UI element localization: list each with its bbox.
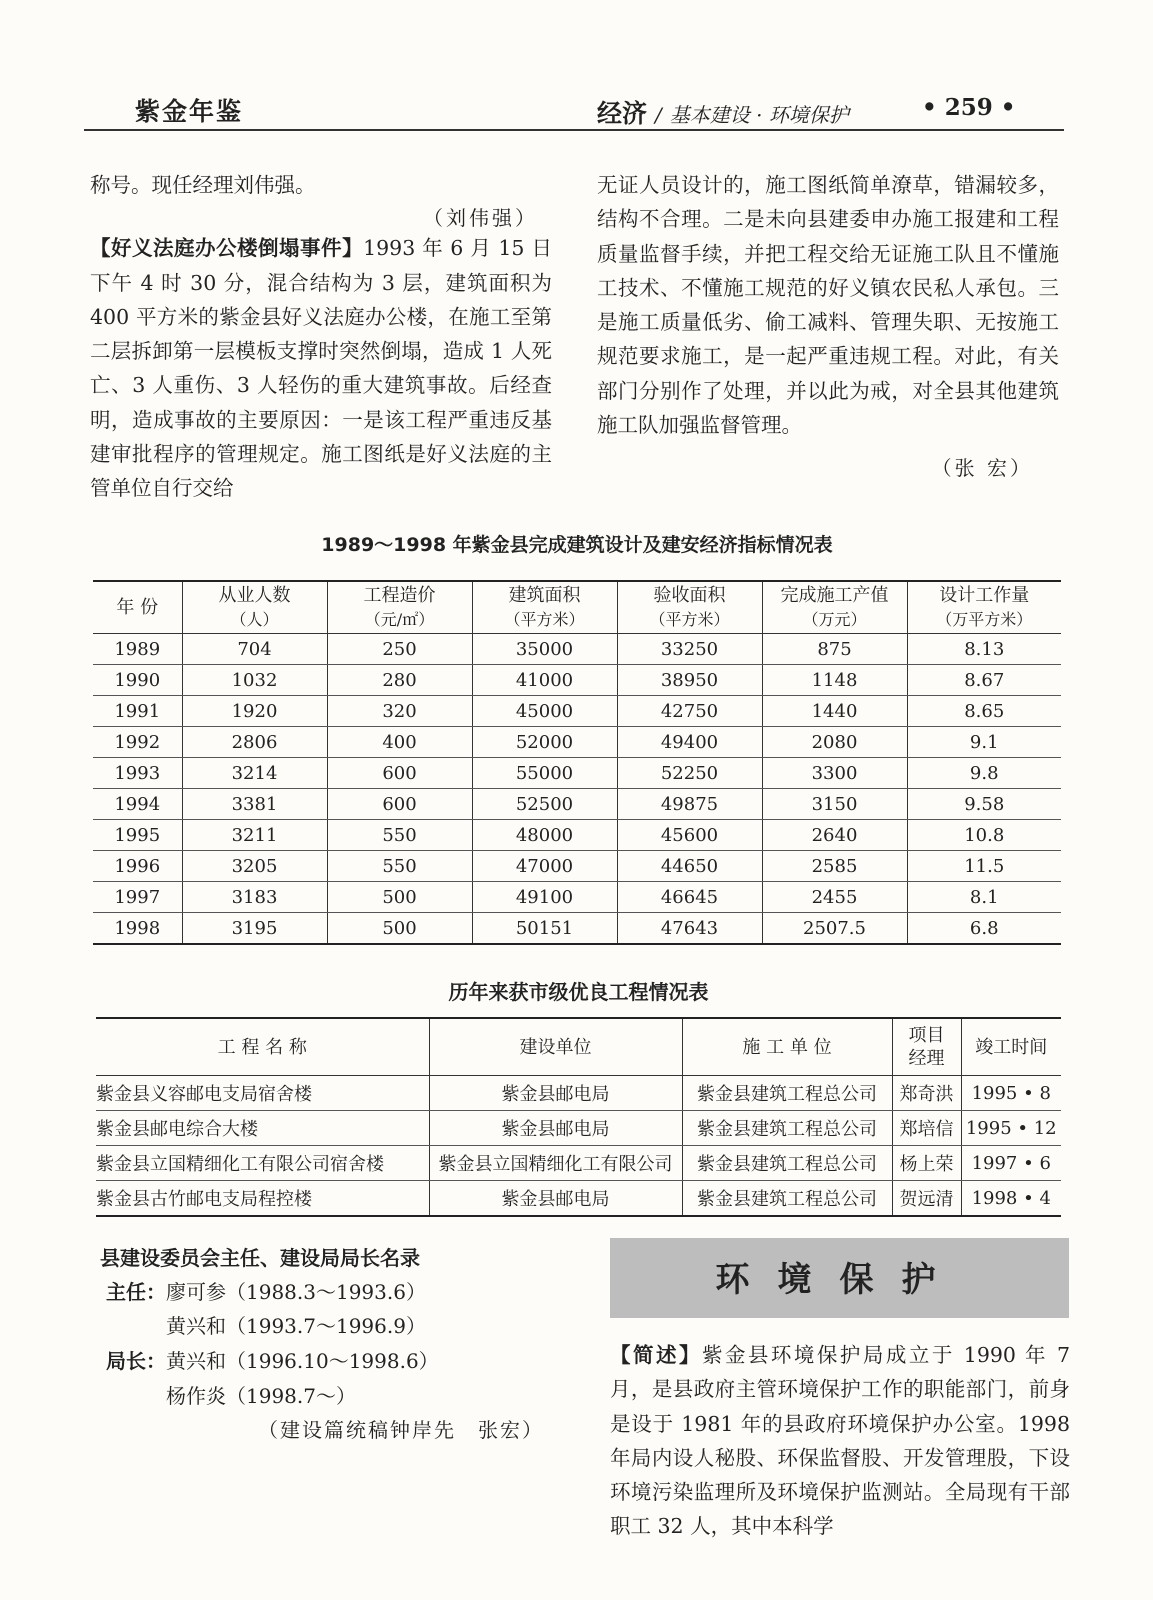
table1-cell: 8.1 [907,882,1061,913]
table1-header-name: 年 份 [116,596,159,618]
table1-cell: 1440 [762,696,907,727]
table1-cell: 1992 [93,727,182,758]
roster-director-1 [100,1276,426,1305]
table1-cell: 2080 [762,727,907,758]
table1-cell: 600 [327,758,472,789]
table2-cell: 紫金县邮电综合大楼 [96,1111,429,1146]
table1-cell: 1032 [182,665,327,696]
table2-row [96,1181,1061,1217]
table1-cell: 1989 [93,634,182,665]
table1-cell: 10.8 [907,820,1061,851]
table1-cell: 41000 [472,665,617,696]
table1-cell: 52000 [472,727,617,758]
section-main: 经济 [597,99,648,128]
table1-cell: 52250 [617,758,762,789]
table1-header-name: 验收面积 [653,584,726,606]
env-summary [610,1338,1070,1544]
page-number: • 259 • [922,94,1016,121]
table1-cell: 35000 [472,634,617,665]
table1-cell: 44650 [617,851,762,882]
table2-cell: 紫金县建筑工程总公司 [682,1146,892,1181]
table1-cell: 1998 [93,913,182,945]
table1-cell: 2806 [182,727,327,758]
table1-cell: 1996 [93,851,182,882]
table1-cell: 49400 [617,727,762,758]
table1-cell: 704 [182,634,327,665]
table1-header-cell [182,581,327,634]
table2-cell: 紫金县邮电局 [429,1111,682,1146]
roster-director-2: 黄兴和（1993.7～1996.9） [166,1314,426,1338]
table1-header-cell [907,581,1061,634]
table1-cell: 2640 [762,820,907,851]
table1-cell: 875 [762,634,907,665]
table1-cell: 2455 [762,882,907,913]
table2-cell: 紫金县邮电局 [429,1076,682,1111]
table1-cell: 8.65 [907,696,1061,727]
table2-cell: 1997 • 6 [961,1146,1061,1181]
table1-header-cell [762,581,907,634]
table1-cell: 280 [327,665,472,696]
article-left-line: 称号。现任经理刘伟强。 [90,173,316,197]
table2-cell: 紫金县建筑工程总公司 [682,1076,892,1111]
env-summary-title: 【简述】 [610,1343,702,1367]
signature-liu: （刘伟强） [423,206,538,231]
table1-cell: 8.13 [907,634,1061,665]
table1-header-unit: （平方米） [504,609,585,629]
table1-cell: 320 [327,696,472,727]
chief-name: 黄兴和（1996.10～1998.6） [166,1349,439,1373]
table2-cell: 1998 • 4 [961,1181,1061,1217]
table2-title: 历年来获市级优良工程情况表 [448,980,709,1004]
table2-header-cell: 竣工时间 [961,1018,1061,1076]
table1-row [93,882,1061,913]
table1-cell: 550 [327,820,472,851]
table1-cell: 400 [327,727,472,758]
table1-cell: 46645 [617,882,762,913]
table2-cell: 紫金县邮电局 [429,1181,682,1217]
table2-cell: 1995 • 8 [961,1076,1061,1111]
event-title: 【好义法庭办公楼倒塌事件】 [90,236,364,261]
article-right-column [597,168,1059,481]
table1-row [93,820,1061,851]
table1-cell: 1995 [93,820,182,851]
table2-header-cell: 工 程 名 称 [96,1018,429,1076]
table1-cell: 1990 [93,665,182,696]
table1-cell: 3214 [182,758,327,789]
article-left-column [90,168,552,506]
table1-cell: 2585 [762,851,907,882]
table1-cell: 2507.5 [762,913,907,945]
section-path [597,94,849,130]
table1-cell: 9.58 [907,789,1061,820]
table1-cell: 1997 [93,882,182,913]
table2-cell: 杨上荣 [892,1146,961,1181]
table1-header-cell [93,581,182,634]
table2-cell: 郑奇洪 [892,1076,961,1111]
event-text: 1993 年 6 月 15 日下午 4 时 30 分，混合结构为 3 层，建筑面积为 400 平方米的紫金县好义法庭办公楼，在施工至第二层拆卸第一层模板支撑时突然倒塌，造成 1 人死亡、3 人重伤、3 人轻伤的重大建筑事故。后经查明，造成事故的主要原因：一是该工程严重违反基建审批程序的管理规定。施工图纸是好义法庭的主管单位自行交给 [90,236,552,501]
table2-cell: 紫金县立国精细化工有限公司宿舍楼 [96,1146,429,1181]
table1-cell: 11.5 [907,851,1061,882]
table2-header-cell: 建设单位 [429,1018,682,1076]
table1-row [93,913,1061,945]
roster-chief-1 [100,1345,439,1374]
table1-row [93,851,1061,882]
table1-cell: 48000 [472,820,617,851]
table1-cell: 3300 [762,758,907,789]
table1-header-name: 设计工作量 [939,584,1030,606]
table1-header-cell [617,581,762,634]
table1-cell: 550 [327,851,472,882]
table1-cell: 250 [327,634,472,665]
table1-cell: 1920 [182,696,327,727]
table1-header-unit: （万平方米） [936,609,1033,629]
table1-cell: 3150 [762,789,907,820]
table1-header-name: 从业人数 [218,584,291,606]
table1-cell: 45000 [472,696,617,727]
table2-cell: 紫金县古竹邮电支局程控楼 [96,1181,429,1217]
table1-cell: 33250 [617,634,762,665]
table1-cell: 1991 [93,696,182,727]
table2-row [96,1076,1061,1111]
table1-cell: 9.1 [907,727,1061,758]
table1-cell: 38950 [617,665,762,696]
table1-cell: 3381 [182,789,327,820]
table1-cell: 49875 [617,789,762,820]
table2-header-row [96,1018,1061,1076]
table1-row [93,665,1061,696]
table1-row [93,696,1061,727]
table2-cell: 1995 • 12 [961,1111,1061,1146]
table1-cell: 45600 [617,820,762,851]
table1-cell: 52500 [472,789,617,820]
table2-cell: 贺远清 [892,1181,961,1217]
table2-row [96,1146,1061,1181]
roster-credit: （建设篇统稿钟岸先 张宏） [258,1418,544,1442]
table1-cell: 500 [327,882,472,913]
table2-cell: 紫金县立国精细化工有限公司 [429,1146,682,1181]
signature-zhang: （张 宏） [931,456,1033,481]
director-name: 廖可参（1988.3～1993.6） [166,1280,426,1304]
table1-cell: 47643 [617,913,762,945]
env-banner-title: 环境保护 [715,1260,964,1300]
table1-body [93,634,1061,945]
table1-header-name: 完成施工产值 [780,584,889,606]
table1-cell: 49100 [472,882,617,913]
table2-cell: 紫金县建筑工程总公司 [682,1111,892,1146]
table1-row [93,727,1061,758]
table1-cell: 9.8 [907,758,1061,789]
section-sub: 基本建设 · 环境保护 [669,103,849,127]
director-label: 主任： [106,1280,166,1304]
table1-cell: 3183 [182,882,327,913]
table1-header-unit: （万元） [802,609,867,629]
table1-header-row [93,581,1061,634]
construction-stats-table [93,580,1061,945]
table1-row [93,758,1061,789]
section-slash: / [655,103,662,127]
table1-cell: 6.8 [907,913,1061,945]
table1-cell: 500 [327,913,472,945]
table2-cell: 郑培信 [892,1111,961,1146]
table1-cell: 3211 [182,820,327,851]
table1-cell: 42750 [617,696,762,727]
env-summary-text: 紫金县环境保护局成立于 1990 年 7 月，是县政府主管环境保护工作的职能部门，前身是设于 1981 年的县政府环境保护办公室。1998 年局内设人秘股、环保监督股、开发管理股，下设环境污染监理所及环境保护监测站。全局现有干部职工 32 人，其中本科学 [610,1343,1071,1539]
table2-cell: 紫金县义容邮电支局宿舍楼 [96,1076,429,1111]
header-rule [84,129,1064,131]
table1-row [93,789,1061,820]
table1-cell: 55000 [472,758,617,789]
table2-row [96,1111,1061,1146]
table1-header-unit: （平方米） [649,609,730,629]
table1-cell: 1148 [762,665,907,696]
table1-title: 1989～1998 年紫金县完成建筑设计及建安经济指标情况表 [321,534,833,556]
roster-chief-2: 杨作炎（1998.7～） [166,1384,356,1408]
table1-header-cell [327,581,472,634]
chief-label: 局长： [106,1349,166,1373]
table1-cell: 1993 [93,758,182,789]
table1-header-cell [472,581,617,634]
article-right-paragraph: 无证人员设计的，施工图纸简单潦草，错漏较多，结构不合理。二是未向县建委申办施工报建和工程质量监督手续，并把工程交给无证施工队且不懂施工技术、不懂施工规范的好义镇农民私人承包。三是施工质量低劣、偷工减料、管理失职、无按施工规范要求施工，是一起严重违规工程。对此，有关部门分别作了处理，并以此为戒，对全县其他建筑施工队加强监督管理。 [597,173,1059,438]
table2-cell: 紫金县建筑工程总公司 [682,1181,892,1217]
table2-header-cell: 施 工 单 位 [682,1018,892,1076]
table1-cell: 600 [327,789,472,820]
book-title: 紫金年鉴 [135,97,244,126]
table1-header-name: 工程造价 [363,584,436,606]
table1-cell: 3205 [182,851,327,882]
table1-cell: 3195 [182,913,327,945]
table1-cell: 47000 [472,851,617,882]
roster-title: 县建设委员会主任、建设局局长名录 [100,1246,420,1270]
event-paragraph [90,231,552,505]
table1-header-unit: （元/㎡） [364,609,435,629]
table1-row [93,634,1061,665]
table2-header-cell: 项目经理 [892,1018,961,1076]
table1-cell: 1994 [93,789,182,820]
table1-header-name: 建筑面积 [508,584,581,606]
table1-cell: 8.67 [907,665,1061,696]
env-column [610,1338,1070,1544]
table2-body [96,1076,1061,1217]
table1-header-unit: （人） [230,609,279,629]
quality-projects-table [96,1017,1061,1217]
table1-cell: 50151 [472,913,617,945]
